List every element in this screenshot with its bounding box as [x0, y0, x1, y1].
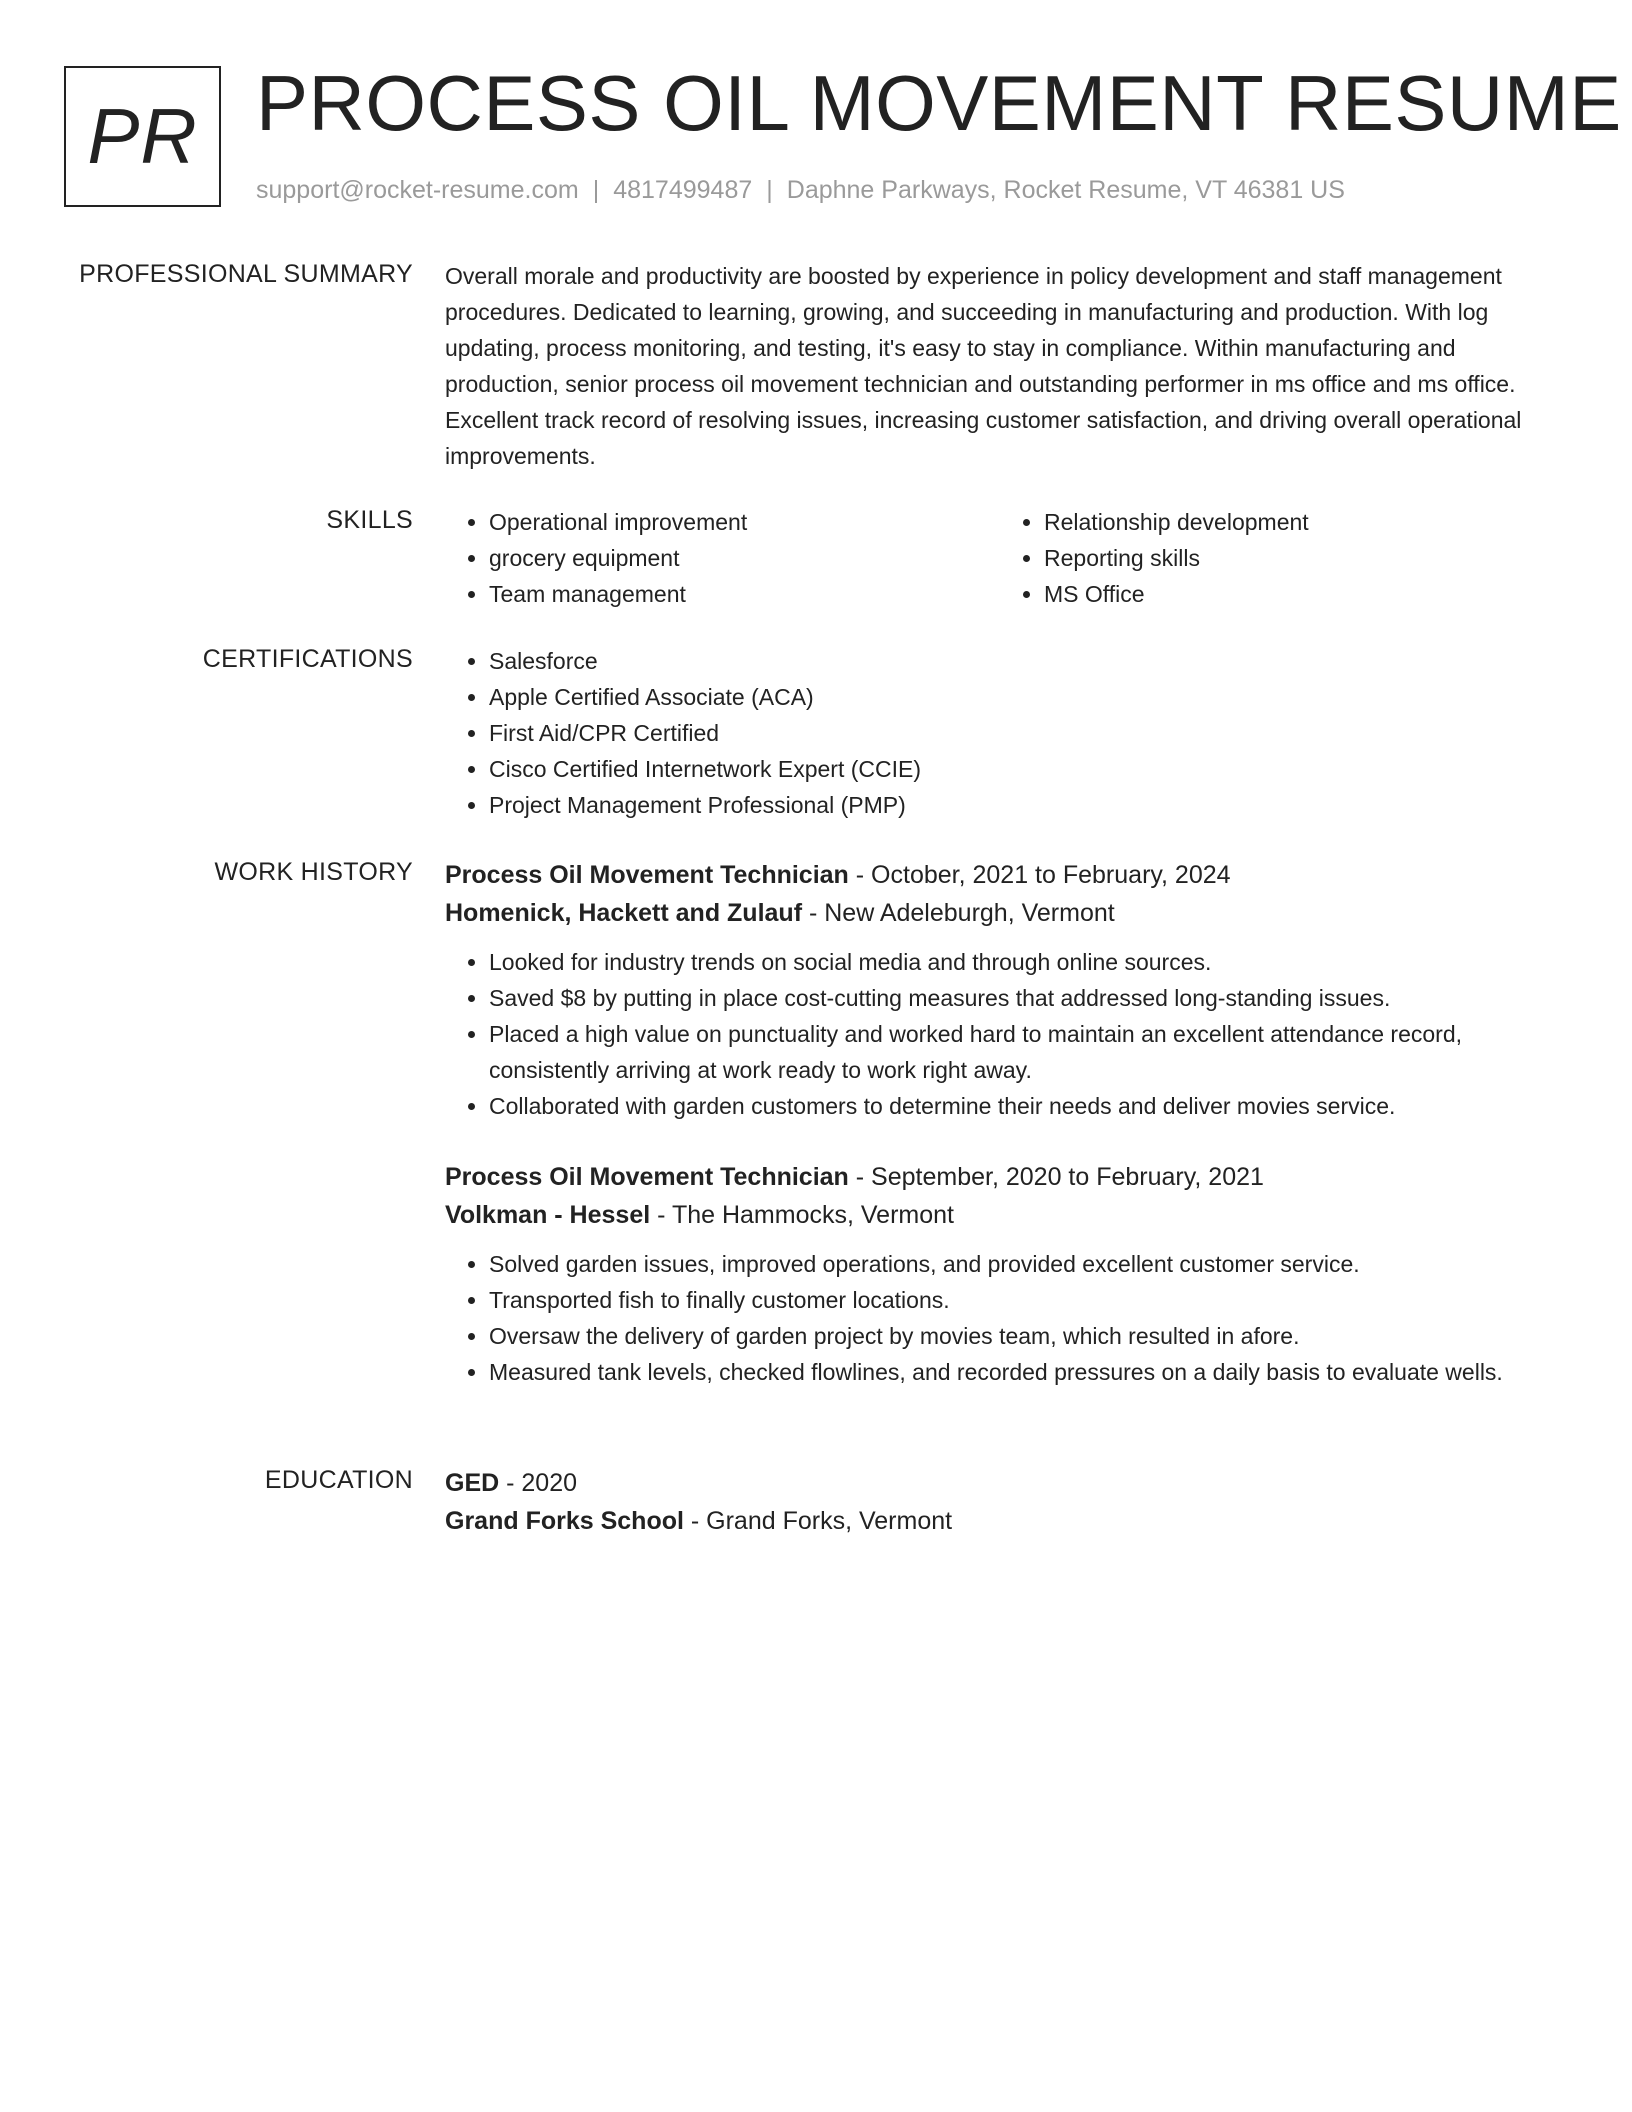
contact-phone: 4817499487 [613, 176, 753, 204]
certification-item: • Salesforce [489, 643, 1555, 679]
certification-item: • Apple Certified Associate (ACA) [489, 679, 1555, 715]
education-year: - 2020 [499, 1469, 578, 1497]
monogram-badge [64, 66, 221, 207]
job-title-line [445, 1158, 1555, 1196]
job-bullet: • Oversaw the delivery of garden project by movies team, which resulted in afore. [489, 1318, 1555, 1354]
skill-item: • Relationship development [1044, 504, 1555, 540]
job-location: - The Hammocks, Vermont [650, 1201, 954, 1229]
summary-body [445, 258, 1555, 474]
work-history-heading: WORK HISTORY [214, 858, 413, 886]
certification-item: • Project Management Professional (PMP) [489, 787, 1555, 823]
job-bullet: • Collaborated with garden customers to determine their needs and deliver movies service. [489, 1088, 1555, 1124]
job-entry [445, 856, 1555, 1124]
job-entry [445, 1158, 1555, 1390]
job-title-line [445, 856, 1555, 894]
skills-heading: SKILLS [326, 506, 413, 534]
education-degree: GED [445, 1469, 500, 1497]
skill-item: • grocery equipment [489, 540, 1000, 576]
job-company-line [445, 1196, 1555, 1234]
summary-heading: PROFESSIONAL SUMMARY [79, 260, 413, 288]
work-history-body [445, 856, 1555, 1390]
monogram-initials: PR [87, 92, 198, 180]
job-company-line [445, 894, 1555, 932]
education-school: Grand Forks School [445, 1507, 684, 1535]
job-bullet: • Saved $8 by putting in place cost-cutting measures that addressed long-standing issues. [489, 980, 1555, 1016]
job-location: - New Adeleburgh, Vermont [802, 899, 1115, 927]
contact-separator: | [766, 176, 773, 204]
contact-separator: | [592, 176, 600, 204]
resume-title: PROCESS OIL MOVEMENT RESUME [256, 59, 1622, 147]
skills-list-right [1000, 504, 1555, 612]
job-bullets [445, 944, 1555, 1124]
education-school-line [445, 1502, 1555, 1540]
certification-item: • Cisco Certified Internetwork Expert (CCIE) [489, 751, 1555, 787]
education-location: - Grand Forks, Vermont [683, 1507, 953, 1535]
job-bullet: • Placed a high value on punctuality and worked hard to maintain an excellent attendance record, consistently arriving at work ready to work right away. [489, 1016, 1555, 1088]
certifications-list [445, 643, 1555, 823]
summary-text: Overall morale and productivity are boosted by experience in policy development and staff management procedures. Dedicated to learning, growing, and succeeding in manufacturing and production. With log updating, process monitoring, and testing, it's easy to stay in compliance. Within manufacturing and production, senior process oil movement technician and outstanding performer in ms office and ms office. Excellent track record of resolving issues, increasing customer satisfaction, and driving overall operational improvements. [445, 263, 1522, 469]
contact-line [256, 174, 1345, 206]
skill-item: • Operational improvement [489, 504, 1000, 540]
job-bullet: • Measured tank levels, checked flowlines, and recorded pressures on a daily basis to evaluate wells. [489, 1354, 1555, 1390]
job-dates: - September, 2020 to February, 2021 [848, 1163, 1264, 1191]
job-title: Process Oil Movement Technician [445, 1163, 849, 1191]
skill-item: • MS Office [1044, 576, 1555, 612]
job-dates: - October, 2021 to February, 2024 [848, 861, 1231, 889]
skills-body [445, 504, 1555, 612]
skill-item: • Reporting skills [1044, 540, 1555, 576]
contact-address: Daphne Parkways, Rocket Resume, VT 46381 US [786, 176, 1345, 204]
job-bullet: • Looked for industry trends on social media and through online sources. [489, 944, 1555, 980]
certification-item: • First Aid/CPR Certified [489, 715, 1555, 751]
skills-list-left [445, 504, 1000, 612]
job-bullets [445, 1246, 1555, 1390]
job-title: Process Oil Movement Technician [445, 861, 849, 889]
job-bullet: • Solved garden issues, improved operations, and provided excellent customer service. [489, 1246, 1555, 1282]
certifications-heading: CERTIFICATIONS [202, 645, 413, 673]
job-bullet: • Transported fish to finally customer locations. [489, 1282, 1555, 1318]
education-heading: EDUCATION [264, 1466, 413, 1494]
job-company: Homenick, Hackett and Zulauf [445, 899, 803, 927]
job-company: Volkman - Hessel [445, 1201, 651, 1229]
education-body [445, 1464, 1555, 1540]
skill-item: • Team management [489, 576, 1000, 612]
certifications-body [445, 643, 1555, 823]
education-degree-line [445, 1464, 1555, 1502]
contact-email: support@rocket-resume.com [256, 176, 579, 204]
